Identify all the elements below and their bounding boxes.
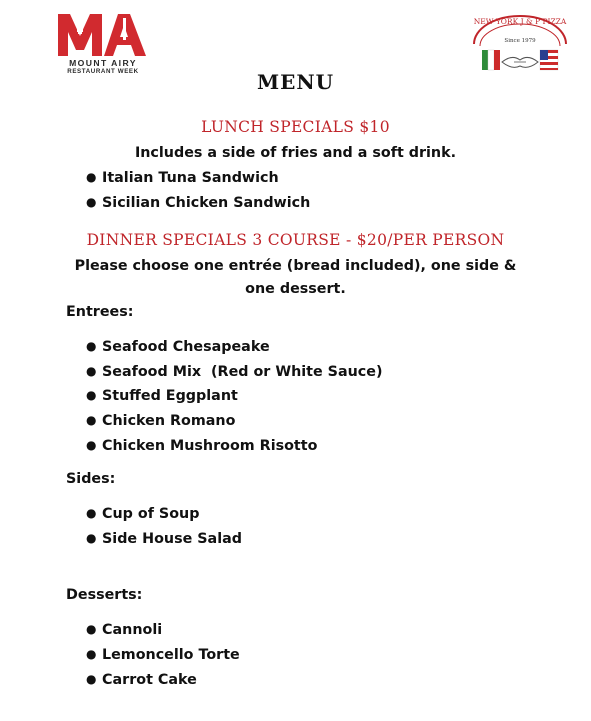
logo-line-restaurant-week: RESTAURANT WEEK: [67, 68, 139, 75]
list-item: [86, 170, 279, 186]
list-item: [86, 647, 240, 663]
list-item-text: Chicken Mushroom Risotto: [102, 438, 318, 454]
menu-title: MENU: [256, 70, 335, 94]
list-item: [86, 438, 317, 454]
list-item-text: Cup of Soup: [102, 506, 200, 522]
dinner-note-line1: Please choose one entrée (bread included), one side &: [74, 258, 517, 274]
list-item-text: Cannoli: [102, 622, 163, 638]
dinner-note-line2: one dessert.: [245, 281, 346, 297]
dinner-specials-heading: DINNER SPECIALS 3 COURSE - $20/PER PERSON: [86, 231, 505, 249]
list-item-text: Carrot Cake: [102, 672, 197, 688]
bullet-icon: ●: [86, 531, 97, 545]
list-item: [86, 413, 235, 429]
bullet-icon: ●: [86, 672, 97, 686]
list-item-text: Stuffed Eggplant: [102, 388, 238, 404]
ma-logo-mark: [56, 10, 148, 58]
list-item-text: Sicilian Chicken Sandwich: [102, 195, 311, 211]
lunch-specials-heading: LUNCH SPECIALS $10: [201, 118, 390, 136]
list-item: [86, 364, 383, 380]
list-item: [86, 506, 199, 522]
lunch-note: Includes a side of fries and a soft drink.: [134, 145, 457, 161]
bullet-icon: ●: [86, 438, 97, 452]
bullet-icon: ●: [86, 413, 97, 427]
list-item-text: Lemoncello Torte: [102, 647, 240, 663]
pizza-logo-name: NEW YORK J & P PIZZA: [473, 17, 567, 26]
bullet-icon: ●: [86, 647, 97, 661]
mount-airy-logo: [56, 10, 148, 76]
logo-line-mount-airy: MOUNT AIRY: [69, 58, 137, 68]
bullet-icon: ●: [86, 364, 97, 378]
list-item: [86, 195, 310, 211]
list-item-text: Seafood Mix (Red or White Sauce): [102, 364, 383, 380]
desserts-label: Desserts:: [66, 587, 143, 603]
list-item: [86, 339, 270, 355]
sides-label: Sides:: [66, 471, 116, 487]
bullet-icon: ●: [86, 339, 97, 353]
pizza-logo-since: Since 1979: [504, 38, 536, 44]
list-item-text: Side House Salad: [102, 531, 242, 547]
list-item: [86, 672, 197, 688]
list-item-text: Seafood Chesapeake: [102, 339, 270, 355]
list-item-text: Chicken Romano: [102, 413, 236, 429]
list-item: [86, 622, 162, 638]
list-item: [86, 388, 238, 404]
bullet-icon: ●: [86, 195, 97, 209]
list-item-text: Italian Tuna Sandwich: [102, 170, 279, 186]
bullet-icon: ●: [86, 622, 97, 636]
bullet-icon: ●: [86, 170, 97, 184]
bullet-icon: ●: [86, 388, 97, 402]
list-item: [86, 531, 242, 547]
bullet-icon: ●: [86, 506, 97, 520]
entrees-label: Entrees:: [66, 304, 134, 320]
